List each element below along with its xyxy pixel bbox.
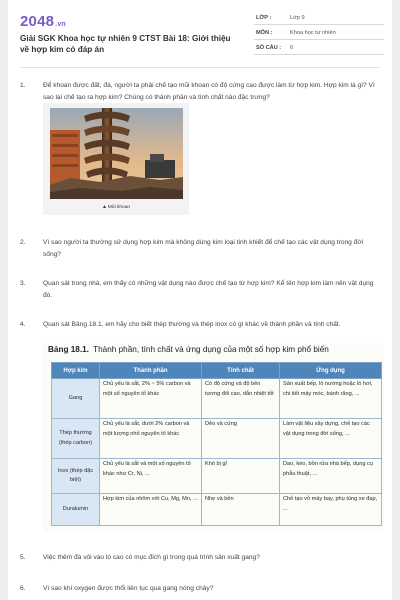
drill-photo-card	[43, 103, 189, 215]
table-cell: Dao, kéo, bồn rửa nhà bếp, dụng cụ phẫu thuật, ...	[280, 459, 382, 494]
table-cell-alloy: Thép thường (thép carbon)	[52, 419, 100, 459]
table-figure	[43, 343, 384, 532]
table-cell: Sản xuất bếp, lò nướng hoặc lò hơi, chi tiết máy móc, bánh răng, ...	[280, 379, 382, 419]
table-title	[48, 345, 329, 354]
question-text: Vì sao khí oxygen được thổi liên tục qua gang nóng chảy?	[43, 585, 214, 592]
document-title: Giải SGK Khoa học tự nhiên 9 CTST Bài 18: Giới thiệu về hợp kim có đáp án	[20, 34, 231, 54]
header-divider	[20, 67, 380, 68]
question-number: 4.	[20, 321, 26, 328]
document-header	[8, 0, 392, 62]
table-cell: Dẻo và cứng	[202, 419, 280, 459]
question-number: 3.	[20, 280, 26, 287]
question-text: Để khoan được đất, đá, người ta phải chế tạo mũi khoan có độ cứng cao được làm từ hợp kim. Hợp kim là gì? Vì sao lại chế tạo ra hợp kim? Chúng có thành phần và tính chất nào đặc trưng?	[43, 82, 375, 101]
question-text: Quan sát trong nhà, em thấy có những vật dụng nào được chế tạo từ hợp kim? Kể tên hợp kim làm nên vật dụng đó.	[43, 280, 374, 299]
photo-caption	[43, 204, 189, 210]
table-header-row	[52, 363, 382, 379]
table-cell: Chủ yếu là sắt, dưới 2% carbon và một lượng nhỏ nguyên tố khác	[100, 419, 202, 459]
column-header: Tính chất	[202, 363, 280, 379]
meta-row-subject	[254, 25, 384, 40]
meta-value: Lớp 9	[290, 15, 305, 21]
table-cell-alloy: Gang	[52, 379, 100, 419]
question-number: 6.	[20, 585, 26, 592]
document-page	[8, 0, 392, 600]
meta-info	[254, 10, 384, 55]
table-cell-alloy: Inox (thép đặc biệt)	[52, 459, 100, 494]
meta-row-grade	[254, 10, 384, 25]
table-cell: Chủ yếu là sắt và một số nguyên tố khác như Cr, Ni, ...	[100, 459, 202, 494]
table-cell-alloy: Duralumin	[52, 494, 100, 526]
meta-row-count	[254, 40, 384, 55]
site-logo[interactable]	[20, 13, 66, 30]
table-label: Bảng 18.1.	[48, 345, 89, 354]
meta-key: LỚP :	[256, 15, 272, 21]
question-text: Quan sát Bảng 18.1, em hãy cho biết thép thường và thép inox có gì khác về thành phần và tính chất.	[43, 321, 341, 328]
table-cell: Có độ cứng và độ bền tương đối cao, dẫn nhiệt tốt	[202, 379, 280, 419]
table-cell: Hợp kim của nhôm với Cu, Mg, Mn, ...	[100, 494, 202, 526]
question-number: 5.	[20, 554, 26, 561]
table-cell: Chế tạo vỏ máy bay, phụ tùng xe đạp, ...	[280, 494, 382, 526]
question-number: 1.	[20, 82, 26, 89]
meta-key: MÔN :	[256, 30, 273, 36]
column-header: Ứng dụng	[280, 363, 382, 379]
question-number: 2.	[20, 239, 26, 246]
caption-text: Mũi khoan	[107, 205, 131, 210]
triangle-icon: ▲	[101, 204, 107, 210]
column-header: Hợp kim	[52, 363, 100, 379]
table-cell: Làm vật liệu xây dựng, chế tạo các vật dụng trong đời sống, ...	[280, 419, 382, 459]
table-cell: Nhẹ và bền	[202, 494, 280, 526]
table-cell: Khó bị gỉ	[202, 459, 280, 494]
table-row	[52, 494, 382, 526]
meta-value: Khoa học tự nhiên	[290, 30, 336, 36]
table-row	[52, 419, 382, 459]
drill-illustration	[50, 108, 183, 199]
alloy-table	[51, 362, 382, 526]
table-row	[52, 459, 382, 494]
logo-text: 2048	[20, 13, 55, 30]
meta-value: 6	[290, 45, 294, 51]
logo-tld: .vn	[55, 21, 66, 28]
question-text: Vì sao người ta thường sử dụng hợp kim mà không dùng kim loại tinh khiết để chế tạo các vật dụng trong đời sống?	[43, 239, 364, 258]
question-text: Việc thêm đá vôi vào lò cao có mục đích gì trong quá trình sản xuất gang?	[43, 554, 260, 561]
table-cell: Chủ yếu là sắt, 2% ~ 5% carbon và một số nguyên tố khác	[100, 379, 202, 419]
column-header: Thành phần	[100, 363, 202, 379]
meta-key: SỐ CÂU :	[256, 45, 282, 51]
table-title-text: Thành phần, tính chất và ứng dụng của một số hợp kim phổ biến	[93, 345, 329, 354]
drill-photo	[50, 108, 183, 199]
table-row	[52, 379, 382, 419]
